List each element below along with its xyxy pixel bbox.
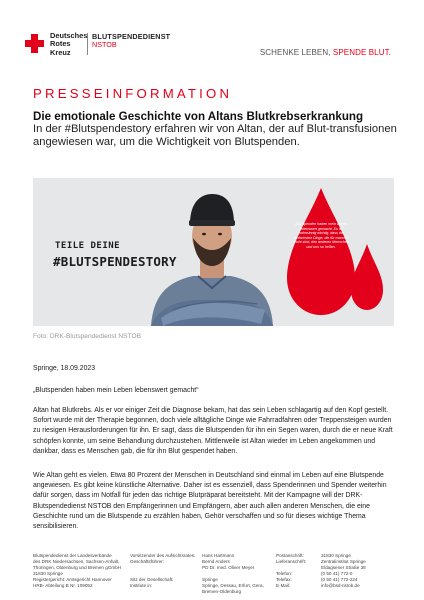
footer-line: 31830 Springe — [33, 571, 63, 576]
footer-line: HRB- Abteilung B Nr. 109052 — [33, 583, 93, 588]
footer-line: Sitz der Gesellschaft: — [130, 577, 174, 582]
org-line: Rotes — [50, 39, 71, 49]
footer-line: Lieferanschrift: — [276, 559, 307, 564]
footer-line: Eldagsener Straße 38 — [321, 565, 366, 570]
footer-email[interactable]: info@bsd-nstob.de — [321, 583, 360, 588]
footer-line: PD Dr. med. Oliver Meyer — [202, 565, 255, 570]
handwriting-line2: #BLUTSPENDESTORY — [53, 254, 177, 269]
body-paragraph-2: Wie Altan geht es vielen. Etwa 80 Prozent der Menschen in Deutschland sind einmal im Leben auf eine Blutspende angewiesen. Es gibt keine künstliche Alternative. Daher ist es essenziell, dass Spenderinnen und Spender weiterhin dafür sorgen, dass im Notfall für jeden das richtige Blutpräparat bereitsteht. Mit der Kampagne will der DRK-Blutspendedienst NSTOB den Empfängerinnen und Empfängern, aber auch allen anderen Menschen, die eine Geschichte rund um die Blutspende zu erzählen haben, Gehör verschaffen und so für dieses wichtige Thema sensibilisieren. — [33, 472, 387, 531]
footer-line: E-Mail: — [276, 583, 291, 588]
footer-line: Bernd Anders — [202, 559, 230, 564]
service-title: BLUTSPENDEDIENST — [92, 32, 171, 41]
footer-col-contact-values — [321, 553, 366, 589]
footer-line: Institute in: — [130, 583, 153, 588]
portrait-illustration — [33, 178, 394, 326]
press-label: PRESSEINFORMATION — [33, 86, 233, 101]
footer-line: des DRK Niedersachsen, Sachsen-Anhalt, — [33, 559, 120, 564]
footer-line: 31830 Springe — [321, 553, 351, 558]
footer-line: Telefon: — [276, 571, 293, 576]
footer-line: Hans Hartmann — [202, 553, 235, 558]
quote-heading: „Blutspenden haben mein Leben lebenswert gemacht“ — [33, 387, 199, 394]
slogan-part1: SCHENKE LEBEN, — [259, 48, 333, 57]
footer-line: (0 50 41) 772-224 — [321, 577, 358, 582]
footer-line: Zentralinstitut Springe — [321, 559, 366, 564]
footer-line: Blutspendedienst der Landesverbände — [33, 553, 112, 558]
slogan-part2: SPENDE BLUT. — [332, 48, 391, 57]
org-name — [50, 32, 87, 57]
headline: Die emotionale Geschichte von Altans Blutkrebserkrankung — [33, 110, 364, 123]
drop-quote: „Blutspenden haben mein Leben lebenswert gemacht. Es ist wahnsinnig wichtig, dass die einfachsten Dinge, die für manche leicht sind, den anderen Menschen und uns so helfen. — [293, 222, 349, 249]
red-cross-icon-h — [25, 40, 44, 47]
footer-line: Vorsitzender des Aufsichtsrates: — [130, 553, 196, 558]
footer-col-labels — [130, 553, 195, 589]
footer-line: Postanschrift: — [276, 553, 304, 558]
footer-col-contact-labels — [276, 553, 306, 589]
dateline: Springe, 18.09.2023 — [33, 365, 96, 372]
service-region: NSTOB — [92, 40, 117, 50]
footer-line: Geschäftsführer: — [130, 559, 164, 564]
body-paragraph-1: Altan hat Blutkrebs. Als er vor einiger Zeit die Diagnose bekam, hat das sein Leben schlagartig auf den Kopf gestellt. Sofort wurde mit der Therapie begonnen, doch viele alltägliche Dinge wie Fahrradfahren oder Treppensteigen wurden zu riesigen Herausforderungen für ihn. Er sagt, dass die Blutspenden für ihn ein Segen waren, durch die er neue Kraft schöpfen konnte, um seine Behandlung durchzustehen. Mittlerweile ist Altan wieder im Leben angekommen und dankbar, dass es Menschen gab, die für ihn Blut gespendet haben. — [33, 407, 393, 455]
handwriting-line1: TEILE DEINE — [55, 241, 121, 251]
photo-caption: Foto: DRK-Blutspendedienst NSTOB — [33, 333, 141, 340]
org-line: Deutsches — [50, 31, 88, 40]
footer-line: (0 50 41) 772-0 — [321, 571, 353, 576]
lead-paragraph: In der #Blutspendestory erfahren wir von Altan, der auf Blut-transfusionen angewiesen war, um die Wichtigkeit von Blutspenden. — [33, 123, 397, 149]
footer-line: Bremen-Oldenburg — [202, 589, 242, 594]
footer-line: Registergericht: Amtsgericht Hannover — [33, 577, 112, 582]
org-line: Kreuz — [50, 47, 71, 57]
footer-col-company — [33, 553, 121, 589]
footer-line: Springe, Dessau, Erfurt, Gera, — [202, 583, 264, 588]
footer-line: Thüringen, Oldenburg und Bremen gGmbH — [33, 565, 122, 570]
footer-col-people — [202, 553, 264, 595]
footer-line: Springe — [202, 577, 218, 582]
campaign-photo — [33, 178, 394, 326]
header-divider — [87, 33, 88, 55]
service-name — [92, 33, 170, 50]
slogan — [260, 48, 391, 57]
footer-line: Telefax: — [276, 577, 292, 582]
